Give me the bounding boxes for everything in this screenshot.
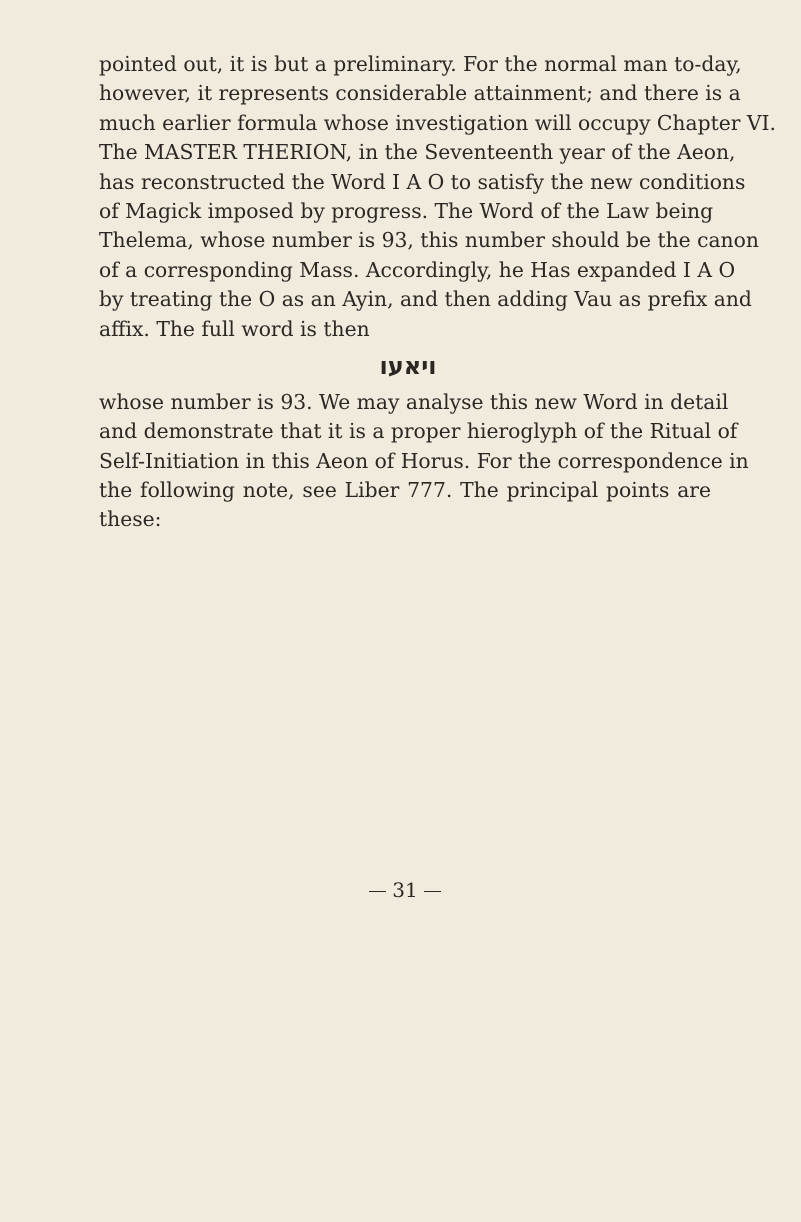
text-line: the following note, see Liber 777. The principal points are: [99, 478, 711, 503]
text-line: Self-Initiation in this Aeon of Horus. For the correspondence in: [99, 448, 749, 473]
page-number: [99, 878, 711, 902]
text-line: however, it represents considerable attainment; and there is a: [99, 81, 741, 106]
text-line: The MASTER THERION, in the Seventeenth year of the Aeon,: [99, 140, 736, 165]
page-number-value: 31: [392, 878, 418, 902]
text-line: of a corresponding Mass. Accordingly, he Has expanded I A O: [99, 257, 736, 282]
paragraph-3: [99, 388, 749, 535]
text-line: and demonstrate that it is a proper hieroglyph of the Ritual of: [99, 419, 738, 444]
text-line: by treating the O as an Ayin, and then adding Vau as prefix and: [99, 287, 752, 312]
dash-right: [424, 891, 441, 892]
dash-left: [369, 891, 386, 892]
document-page: [99, 50, 776, 902]
text-line: whose number is 93. We may analyse this new Word in detail: [99, 389, 729, 414]
text-line: Thelema, whose number is 93, this number should be the canon: [99, 228, 759, 253]
paragraph-2: [99, 138, 759, 344]
text-line: pointed out, it is but a preliminary. For the normal man to-day,: [99, 52, 742, 76]
text-line: affix. The full word is then: [99, 316, 370, 341]
text-line: has reconstructed the Word I A O to satisfy the new conditions: [99, 169, 746, 194]
text-line: these:: [99, 507, 162, 532]
text-line: of Magick imposed by progress. The Word of the Law being: [99, 198, 714, 223]
hebrew-word: ויאעו: [379, 351, 437, 380]
text-line: much earlier formula whose investigation will occupy Chapter VI.: [99, 110, 776, 135]
paragraph-1: [99, 50, 776, 138]
